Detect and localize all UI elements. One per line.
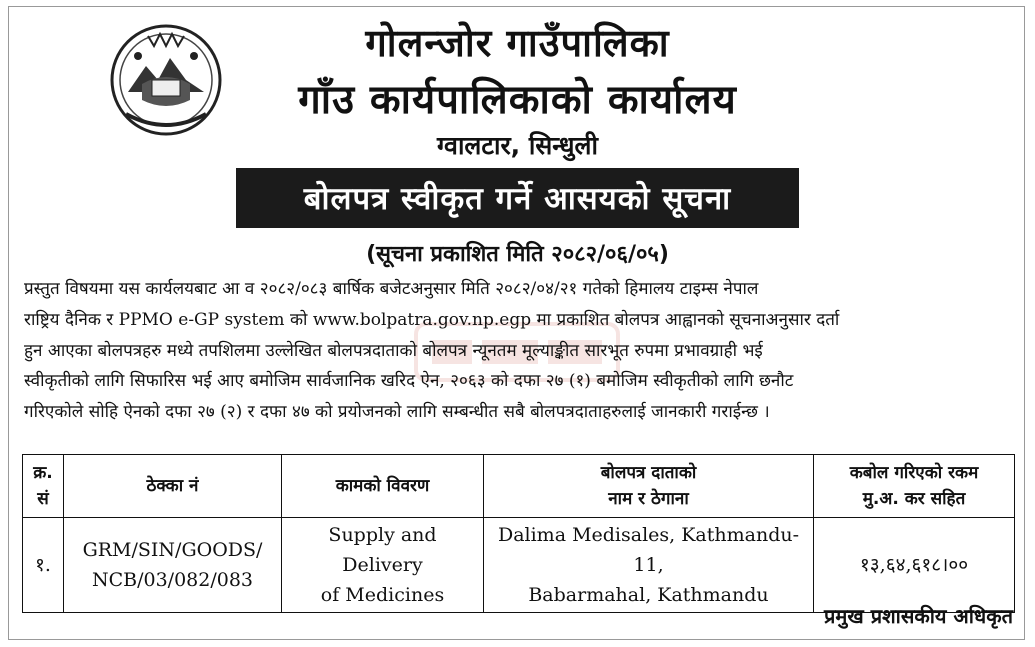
award-table (22, 454, 1015, 613)
cell-contract-no: GRM/SIN/GOODS/ NCB/03/082/083 (64, 518, 282, 613)
signatory-title: प्रमुख प्रशासकीय अधिकृत (824, 604, 1013, 628)
cell-description: Supply and Delivery of Medicines (282, 518, 484, 613)
body-line: प्रस्तुत विषयमा यस कार्यलयबाट आ व २०८२/०८३ बार्षिक बजेटअनुसार मिति २०८२/०४/२१ गतेको हिमालय टाइम्स नेपाल (24, 279, 759, 299)
header-bidder: बोलपत्र दाताको नाम र ठेगाना (484, 455, 814, 518)
office-location: ग्वालटार, सिन्धुली (437, 131, 598, 160)
cell-bidder: Dalima Medisales, Kathmandu-11, Babarmahal, Kathmandu (484, 518, 814, 613)
notice-title: बोलपत्र स्वीकृत गर्ने आसयको सूचना (303, 181, 732, 217)
table-row (23, 518, 1015, 613)
office-name: गाँउ कार्यपालिकाको कार्यालय (298, 77, 737, 123)
header-description: कामको विवरण (282, 455, 484, 518)
cell-serial: १. (23, 518, 64, 613)
notice-title-banner (236, 168, 799, 228)
header-contract-no: ठेक्का नं (64, 455, 282, 518)
body-line: स्वीकृतीको लागि सिफारिस भई आए बमोजिम सार्वजानिक खरिद ऐन, २०६३ को दफा २७ (१) बमोजिम स्वीकृतीको लागि छनौट (24, 371, 794, 392)
table-header-row (23, 455, 1015, 518)
cell-amount: १३,६४,६१८।०० (814, 518, 1015, 613)
municipality-name: गोलन्जोर गाउँपालिका (365, 21, 670, 65)
publication-date-line: (सूचना प्रकाशित मिति २०८२/०६/०५) (366, 242, 669, 267)
header-serial: क्र. सं (23, 455, 64, 518)
body-line: गरिएकोले सोहि ऐनको दफा २७ (२) र दफा ४७ को प्रयोजनको लागि सम्बन्धीत सबै बोलपत्रदाताहरुलाई जानकारी गराईन्छ । (24, 402, 770, 423)
header-amount: कबोल गरिएको रकम मु.अ. कर सहित (814, 455, 1015, 518)
body-line: राष्ट्रिय दैनिक र PPMO e-GP system को www.bolpatra.gov.np.egp मा प्रकाशित बोलपत्र आह्वानको सूचनाअनुसार दर्ता (24, 309, 840, 330)
notice-body (24, 274, 1014, 428)
body-line: हुन आएका बोलपत्रहरु मध्ये तपशिलमा उल्लेखित बोलपत्रदाताको बोलपत्र न्यूनतम मूल्याङ्कीत सारभूत रुपमा प्रभावग्राही भई (24, 340, 763, 361)
